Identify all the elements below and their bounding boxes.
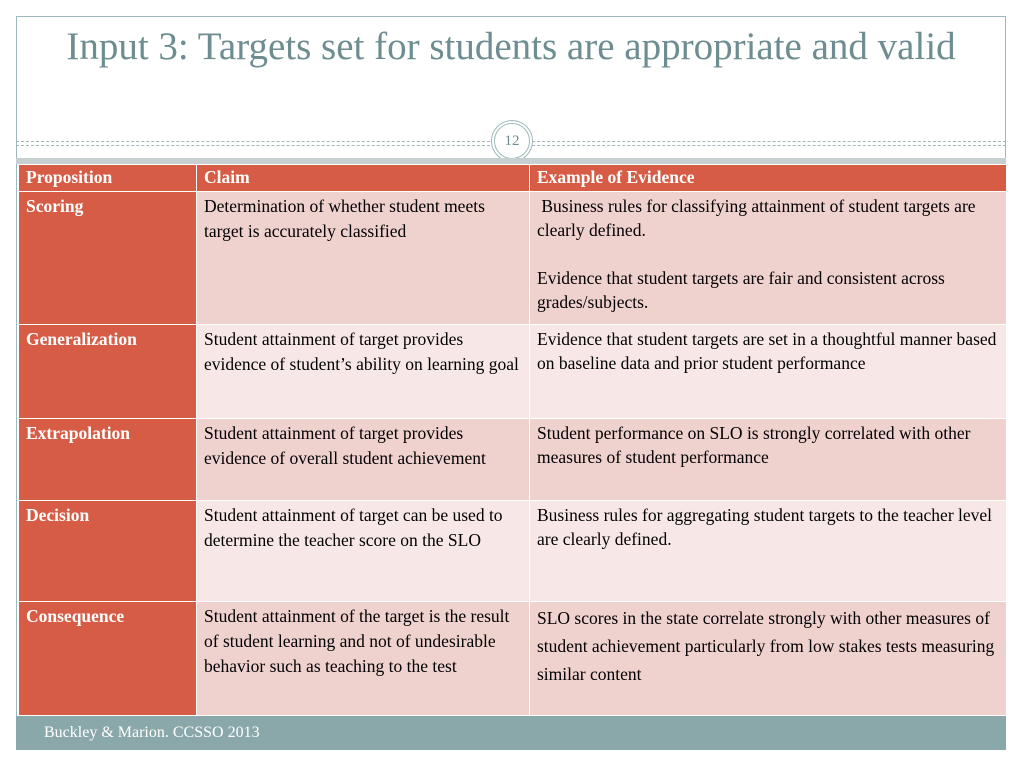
claim-cell: Student attainment of target provides evidence of student’s ability on learning goal xyxy=(197,325,530,419)
evidence-table xyxy=(18,164,1007,716)
slide-number: 12 xyxy=(494,123,530,159)
proposition-cell: Extrapolation xyxy=(19,419,197,501)
evidence-cell xyxy=(530,192,1007,325)
evidence-text: SLO scores in the state correlate strongly with other measures of student achievement particularly from low stakes tests measuring similar content xyxy=(537,608,995,684)
column-header-claim: Claim xyxy=(197,165,530,192)
claim-cell: Determination of whether student meets target is accurately classified xyxy=(197,192,530,325)
evidence-text: Evidence that student targets are set in a thoughtful manner based on baseline data and prior student performance xyxy=(537,329,997,373)
table-row-decision xyxy=(19,501,1007,602)
table-row-generalization xyxy=(19,325,1007,419)
evidence-cell xyxy=(530,602,1007,716)
claim-cell: Student attainment of the target is the result of student learning and not of undesirable behavior such as teaching to the test xyxy=(197,602,530,716)
evidence-text: Evidence that student targets are fair and consistent across grades/subjects. xyxy=(537,268,945,312)
proposition-cell: Scoring xyxy=(19,192,197,325)
table-row-consequence xyxy=(19,602,1007,716)
claim-cell: Student attainment of target can be used to determine the teacher score on the SLO xyxy=(197,501,530,602)
proposition-cell: Consequence xyxy=(19,602,197,716)
column-header-proposition: Proposition xyxy=(19,165,197,192)
claim-cell: Student attainment of target provides evidence of overall student achievement xyxy=(197,419,530,501)
table-row-scoring xyxy=(19,192,1007,325)
slide-title: Input 3: Targets set for students are appropriate and valid xyxy=(66,25,956,68)
evidence-text: Business rules for aggregating student targets to the teacher level are clearly defined. xyxy=(537,505,993,549)
proposition-cell: Generalization xyxy=(19,325,197,419)
table-row-extrapolation xyxy=(19,419,1007,501)
column-header-evidence: Example of Evidence xyxy=(530,165,1007,192)
evidence-cell xyxy=(530,501,1007,602)
table-header-row xyxy=(19,165,1007,192)
evidence-text: Business rules for classifying attainment of student targets are clearly defined. xyxy=(537,196,980,240)
footer-citation: Buckley & Marion. CCSSO 2013 xyxy=(16,716,1006,750)
evidence-cell xyxy=(530,325,1007,419)
evidence-text: Student performance on SLO is strongly correlated with other measures of student performance xyxy=(537,423,971,467)
slide-number-badge xyxy=(491,120,533,162)
evidence-cell xyxy=(530,419,1007,501)
proposition-cell: Decision xyxy=(19,501,197,602)
